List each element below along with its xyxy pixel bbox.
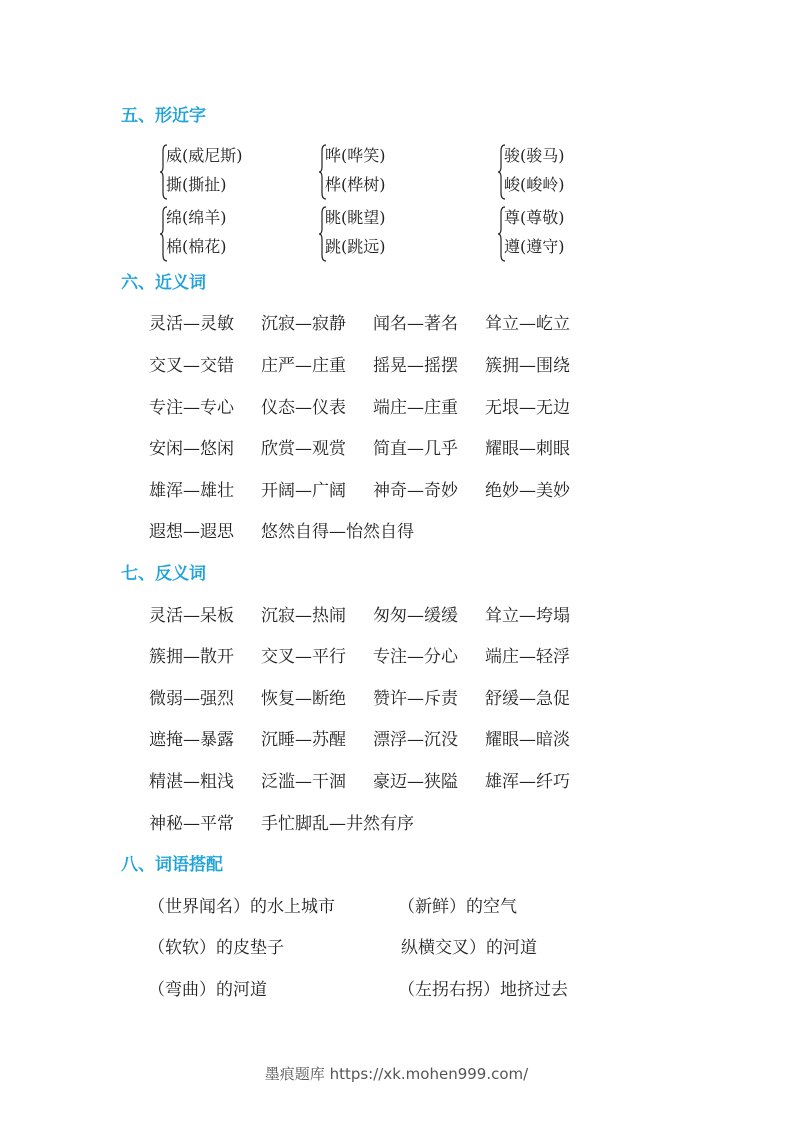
char-word: 威(威尼斯) — [166, 146, 243, 165]
char-word: 眺(眺望) — [325, 208, 386, 227]
word-pair: 舒缓—急促 — [485, 689, 570, 709]
word-pair: 专注—分心 — [373, 647, 458, 667]
word-pair: 精湛—粗浅 — [149, 772, 234, 792]
word-pair: 雄浑—雄壮 — [149, 481, 234, 501]
char-pair — [319, 204, 449, 264]
char-word: 尊(尊敬) — [504, 208, 565, 227]
word-pair: 泛滥—干涸 — [261, 772, 346, 792]
word-pair: 豪迈—狭隘 — [373, 772, 458, 792]
section-heading-similar-characters: 五、形近字 — [121, 106, 206, 126]
word-pair: 沉寂—寂静 — [261, 314, 346, 334]
char-pair — [160, 142, 290, 202]
word-pair: 安闲—悠闲 — [149, 439, 234, 459]
collocation-phrase: （左拐右拐）地挤过去 — [398, 980, 568, 1000]
word-pair: 端庄—庄重 — [373, 398, 458, 418]
char-pair — [498, 142, 628, 202]
word-pair: 沉睡—苏醒 — [261, 730, 346, 750]
word-pair: 神秘—平常 — [149, 814, 234, 834]
word-pair: 漂浮—沉没 — [373, 730, 458, 750]
word-pair: 神奇—奇妙 — [373, 481, 458, 501]
word-pair: 沉寂—热闹 — [261, 606, 346, 626]
char-word: 哗(哗笑) — [325, 146, 386, 165]
word-pair: 赞许—斥责 — [373, 689, 458, 709]
word-pair: 仪态—仪表 — [261, 398, 346, 418]
word-pair: 悠然自得—怡然自得 — [261, 522, 414, 542]
char-pair — [498, 204, 628, 264]
word-pair: 手忙脚乱—井然有序 — [261, 814, 414, 834]
word-pair: 耀眼—暗淡 — [485, 730, 570, 750]
char-pair — [319, 142, 449, 202]
word-pair: 简直—几乎 — [373, 439, 458, 459]
word-pair: 欣赏—观赏 — [261, 439, 346, 459]
char-word: 跳(跳远) — [325, 237, 386, 256]
char-word: 棉(棉花) — [166, 237, 227, 256]
word-pair: 摇晃—摇摆 — [373, 356, 458, 376]
word-pair: 交叉—平行 — [261, 647, 346, 667]
word-pair: 耸立—垮塌 — [485, 606, 570, 626]
page-footer: 墨痕题库 https://xk.mohen999.com/ — [264, 1065, 529, 1083]
word-pair: 无垠—无边 — [485, 398, 570, 418]
collocation-phrase: （世界闻名）的水上城市 — [148, 897, 335, 917]
word-pair: 簇拥—散开 — [149, 647, 234, 667]
word-pair: 开阔—广阔 — [261, 481, 346, 501]
word-pair: 交叉—交错 — [149, 356, 234, 376]
char-pair — [160, 204, 290, 264]
collocation-phrase: （软软）的皮垫子 — [148, 938, 284, 958]
word-pair: 闻名—著名 — [373, 314, 458, 334]
word-pair: 遮掩—暴露 — [149, 730, 234, 750]
word-pair: 簇拥—围绕 — [485, 356, 570, 376]
word-pair: 恢复—断绝 — [261, 689, 346, 709]
word-pair: 雄浑—纤巧 — [485, 772, 570, 792]
collocation-phrase: （弯曲）的河道 — [148, 980, 267, 1000]
char-word: 绵(绵羊) — [166, 208, 227, 227]
word-pair: 匆匆—缓缓 — [373, 606, 458, 626]
word-pair: 耸立—屹立 — [485, 314, 570, 334]
word-pair: 遐想—遐思 — [149, 522, 234, 542]
word-pair: 绝妙—美妙 — [485, 481, 570, 501]
word-pair: 专注—专心 — [149, 398, 234, 418]
section-heading-synonyms: 六、近义词 — [121, 273, 206, 293]
collocation-phrase: 纵横交叉）的河道 — [401, 938, 537, 958]
word-pair: 耀眼—刺眼 — [485, 439, 570, 459]
char-word: 骏(骏马) — [504, 146, 565, 165]
word-pair: 灵活—灵敏 — [149, 314, 234, 334]
collocation-phrase: （新鲜）的空气 — [398, 897, 517, 917]
word-pair: 端庄—轻浮 — [485, 647, 570, 667]
word-pair: 微弱—强烈 — [149, 689, 234, 709]
section-heading-antonyms: 七、反义词 — [121, 564, 206, 584]
char-word: 遵(遵守) — [504, 237, 565, 256]
char-word: 桦(桦树) — [325, 175, 386, 194]
word-pair: 灵活—呆板 — [149, 606, 234, 626]
char-word: 峻(峻岭) — [504, 175, 565, 194]
char-word: 撕(撕扯) — [166, 175, 227, 194]
section-heading-collocations: 八、词语搭配 — [121, 855, 223, 875]
word-pair: 庄严—庄重 — [261, 356, 346, 376]
